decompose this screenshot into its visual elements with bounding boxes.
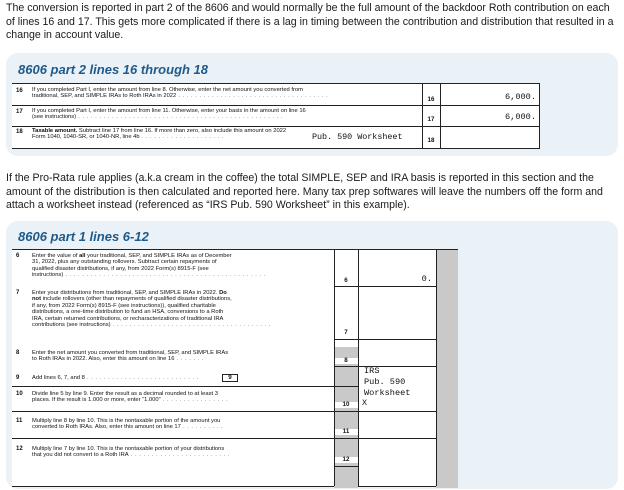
line-12-number: 12	[16, 446, 23, 452]
line-6-value: 0.	[421, 274, 432, 284]
worksheet-label-line-1: IRS	[364, 366, 380, 376]
line-16-text	[32, 87, 412, 100]
box-11-label: 11	[334, 429, 358, 435]
worksheet-label-line-3: Worksheet	[364, 388, 411, 398]
row-divider	[12, 438, 436, 439]
row-divider	[12, 126, 539, 127]
line-9-number: 9	[16, 375, 20, 381]
line-6-number: 6	[16, 253, 20, 259]
line-11-number: 11	[16, 418, 23, 424]
line-12-text-1: Multiply line 7 by line 10. This is the nontaxable portion of your distributions	[32, 446, 225, 452]
line-10-text	[32, 391, 342, 404]
line-11-text	[32, 418, 342, 431]
line-17-number: 17	[16, 109, 23, 115]
box-divider	[358, 250, 359, 486]
row-divider	[12, 411, 436, 412]
line-17-dots: . . . . . . . . . . . . . . . . . . . . . . . . . . . . . . . . . . . . . . . . . . . . . . . . .	[76, 114, 283, 121]
line-16-text-1: If you completed Part I, enter the amount from line 8. Otherwise, enter the net amount you converted from	[32, 87, 303, 93]
line-8-text	[32, 350, 342, 363]
line-12-dots: . . . . . . . . . . . . . . . . . . . . . . . .	[128, 452, 230, 459]
line-10-text-1: Divide line 5 by line 9. Enter the result as a decimal rounded to at least 3	[32, 391, 218, 397]
row-divider	[334, 286, 436, 287]
line-6-dots: . . . . . . . . . . . . . . . . . . . . . . . . . . . . . . . . . . . . . . . . . . . . . . . .	[63, 272, 266, 279]
intro-paragraph: The conversion is reported in part 2 of the 8606 and would normally be the full amount of the backdoor Roth contribution on each of lines 16 and 17. This gets more complicated if there is a lag in timing between the contribution and distribution that resulted in a change in account value.	[6, 2, 614, 42]
line-17-text-1: If you completed Part I, enter the amount from line 11. Otherwise, enter your basis in the amount on line 16	[32, 108, 306, 114]
box-divider	[334, 250, 335, 486]
box-10-label: 10	[334, 402, 358, 408]
line-7-text-2b: not	[32, 296, 42, 303]
line-7-text	[32, 290, 342, 328]
line-17-text	[32, 108, 412, 121]
line-7-text-4: distributions, a one-time distribution to fund an HSA, conversions to a Roth	[32, 309, 224, 316]
line-16-dots: . . . . . . . . . . . . . . . . . . . . . . . . . . . . . . . . . . . .	[176, 93, 329, 100]
line-18-bold: Taxable amount.	[32, 128, 78, 134]
line-11-text-2: converted to Roth IRAs. Also, enter this amount on line 17	[32, 424, 181, 431]
line-6-text-4: instructions)	[32, 272, 64, 279]
box-16-label: 16	[427, 96, 435, 103]
line-11-dots: . . . . . . . . . .	[180, 424, 224, 431]
line-7-number: 7	[16, 290, 20, 296]
line-17-value: 6,000.	[505, 112, 536, 122]
line-7-text-1b: Do	[219, 290, 227, 296]
line-16-value: 6,000.	[505, 92, 536, 102]
box-18-label: 18	[427, 137, 435, 144]
line-7-text-5: IRA, certain returned contributions, or recharacterizations of traditional IRA	[32, 315, 224, 322]
line-10-number: 10	[16, 391, 23, 397]
part2-title: 8606 part 2 lines 16 through 18	[18, 62, 209, 77]
box-7-label: 7	[344, 329, 348, 336]
box-divider	[440, 84, 441, 148]
line-6-text-2: 31, 2022, plus any outstanding rollovers. Subtract certain repayments of	[32, 259, 217, 266]
line-18-text-2: Form 1040, 1040-SR, or 1040-NR, line 4b	[32, 134, 140, 141]
line-6-text-1c: your traditional, SEP, and SIMPLE IRAs as of December	[85, 253, 232, 259]
line-8-text-1: Enter the net amount you converted from traditional, SEP, and SIMPLE IRAs	[32, 350, 229, 356]
line-9-text-1: Add lines 6, 7, and 8	[32, 375, 85, 381]
line-6-text	[32, 253, 342, 279]
middle-paragraph: If the Pro-Rata rule applies (a.k.a cream in the coffee) the total SIMPLE, SEP and IRA basis is reported in this section and the amount of the distribution is then calculated and reported here. Many tax prep softwares will leave the numbers off the form and attach a worksheet instead (referenced as “IRS Pub. 590 Worksheet” in this example).	[6, 172, 603, 212]
line-6-text-1a: Enter the value of	[32, 253, 80, 259]
line-11-text-1: Multiply line 8 by line 10. This is the nontaxable portion of the amount you	[32, 418, 221, 424]
line-8-number: 8	[16, 350, 20, 356]
line-9-dots: . . . . . . . . . . . . . . . . . . . . . . . . . . .	[84, 375, 199, 381]
line-7-text-2: include rollovers (other than repayments of qualified disaster distributions,	[41, 296, 232, 303]
worksheet-label-line-2: Pub. 590	[364, 377, 406, 387]
part1-form	[12, 249, 458, 487]
part2-panel	[6, 53, 618, 156]
line-16-text-2: traditional, SEP, and SIMPLE IRAs to Roth IRAs in 2022	[32, 93, 177, 100]
row-divider	[12, 105, 539, 106]
line-6-text-3: qualified disaster distributions, if any, from 2022 Form(s) 8915-F (see	[32, 265, 209, 272]
part1-title: 8606 part 1 lines 6-12	[18, 229, 149, 244]
row-divider	[334, 339, 436, 340]
line-7-text-3: if any, from 2022 Form(s) 8915-F (see instructions)), qualified charitable	[32, 302, 216, 309]
line-7-dots: . . . . . . . . . . . . . . . . . . . . . . . . . . . . . . . . . . . . . .	[110, 322, 272, 329]
shaded-right-column	[436, 250, 458, 488]
box-12-label: 12	[334, 457, 358, 463]
row-divider	[12, 386, 358, 387]
part2-form	[12, 83, 540, 149]
line-7-text-6: contributions (see instructions)	[32, 322, 111, 329]
line-10-dots: . . . . . . . . . . . . . . . .	[160, 397, 229, 404]
part1-panel	[6, 221, 618, 489]
box-divider	[436, 250, 437, 486]
box-9-label: 9	[222, 374, 238, 382]
line-9-text	[32, 375, 342, 381]
line-17-text-2: (see instructions)	[32, 114, 77, 121]
line-7-text-1: Enter your distributions from traditional, SEP, and SIMPLE IRAs in 2022.	[32, 290, 220, 296]
line-8-dots: . . . . . . .	[174, 356, 204, 363]
box-8-label: 8	[334, 358, 358, 364]
line-18-number: 18	[16, 129, 23, 135]
line-8-text-2: to Roth IRAs in 2022. Also, enter this amount on line 16	[32, 356, 175, 363]
worksheet-label	[364, 366, 410, 399]
line-12-text-2: that you did not convert to a Roth IRA	[32, 452, 129, 459]
line-12-text	[32, 446, 342, 459]
line-16-number: 16	[16, 88, 23, 94]
line-10-text-2: places. If the result is 1.000 or more, enter “1.000”	[32, 397, 161, 404]
line-6-text-1b: all	[79, 253, 86, 259]
box-17-label: 17	[427, 116, 435, 123]
row-divider	[334, 466, 358, 467]
line-18-text-1: Subtract line 17 from line 16. If more than zero, also include this amount on 2022	[77, 128, 287, 134]
line-18-worksheet-ref: Pub. 590 Worksheet	[312, 132, 403, 142]
box-6-label: 6	[344, 277, 348, 284]
line-18-dots: . . . . . . . . . . . . . . . . . . . .	[139, 134, 225, 141]
line-10-mark: X	[362, 398, 368, 408]
